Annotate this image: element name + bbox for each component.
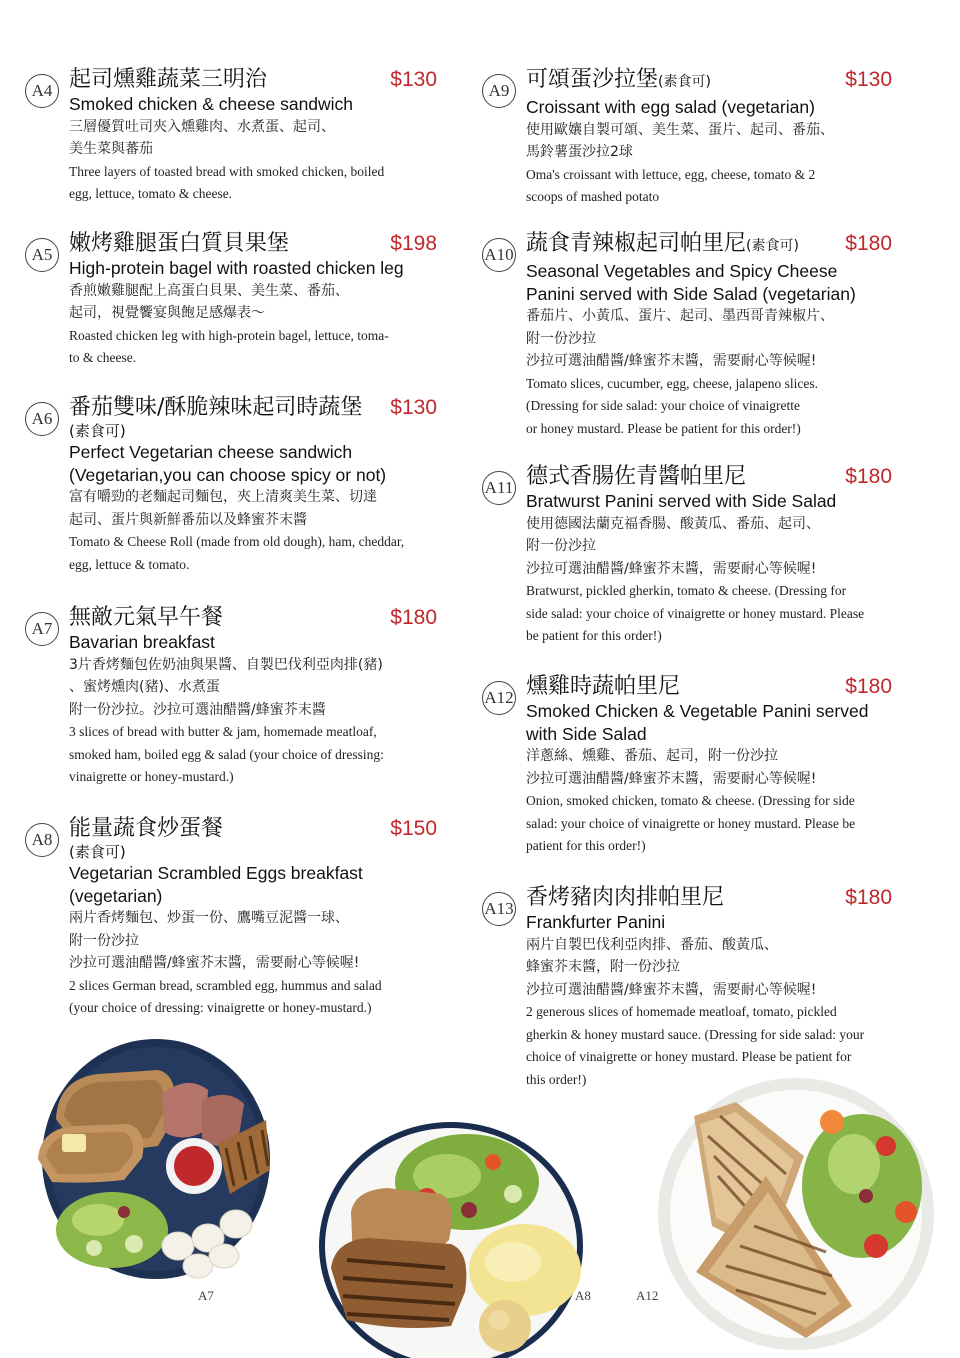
item-desc-en: to & cheese. (69, 350, 137, 365)
item-name-zh: 嫩烤雞腿蛋白質貝果堡 (69, 231, 290, 256)
item-name-zh: 燻雞時蔬帕里尼 (526, 674, 681, 699)
item-price: $180 (845, 886, 892, 909)
item-name-zh: 能量蔬食炒蛋餐 (69, 816, 224, 841)
item-name-zh: 香烤豬肉肉排帕里尼 (526, 885, 725, 910)
item-desc-en: Tomato & Cheese Roll (made from old dough), ham, cheddar, (69, 534, 405, 549)
item-price: $180 (845, 232, 892, 255)
item-price: $180 (390, 606, 437, 629)
item-desc-en: (Dressing for side salad: your choice of vinaigrette (526, 398, 801, 413)
item-code-badge: A8 (25, 823, 59, 857)
item-code-badge: A9 (482, 74, 516, 108)
item-name-en: Perfect Vegetarian cheese sandwich (69, 442, 353, 462)
item-name-en: Smoked Chicken & Vegetable Panini served (526, 701, 869, 721)
item-name-zh-sub: (素食可) (746, 238, 799, 254)
item-desc-en: this order!) (526, 1071, 587, 1087)
menu-item-a9 (488, 66, 892, 209)
item-name-zh: 起司燻雞蔬菜三明治 (69, 67, 268, 92)
item-price: $198 (390, 232, 437, 255)
menu-item-a10 (484, 230, 892, 440)
item-desc-zh: 兩片香烤麵包、炒蛋一份、鷹嘴豆泥醬一球、 (69, 910, 349, 926)
item-code-badge: A12 (482, 681, 516, 715)
item-desc-en: Bratwurst, pickled gherkin, tomato & cheese. (Dressing for (526, 583, 847, 598)
a8-plate-photo (317, 1120, 585, 1358)
item-desc-en: scoops of mashed potato (526, 189, 660, 204)
item-name-zh: 可頌蛋沙拉堡 (526, 67, 659, 92)
item-desc-en: gherkin & honey mustard sauce. (Dressing for side salad: your (526, 1026, 865, 1042)
item-price: $180 (845, 465, 892, 488)
item-name-zh: 無敵元氣早午餐 (69, 605, 224, 630)
item-desc-zh: 沙拉可選油醋醬/蜂蜜芥末醬，需要耐心等候喔! (526, 981, 817, 998)
item-desc-en: 2 slices German bread, scrambled egg, hummus and salad (69, 977, 382, 993)
photo-caption-a12: A12 (636, 1288, 659, 1303)
item-name-en: (vegetarian) (69, 885, 163, 906)
item-code-badge: A7 (25, 612, 59, 646)
item-price: $130 (845, 68, 892, 91)
item-desc-zh: 沙拉可選油醋醬/蜂蜜芥末醬，需要耐心等候喔! (526, 353, 817, 369)
item-name-zh-sub: (素食可) (69, 843, 126, 861)
item-desc-zh: 、蜜烤燻肉(豬)、水煮蛋 (69, 679, 220, 695)
item-name-zh: 德式香腸佐青醬帕里尼 (526, 464, 747, 489)
item-desc-en: salad: your choice of vinaigrette or honey mustard. Please be (526, 815, 856, 831)
menu-item-a4 (31, 66, 437, 206)
item-desc-zh: 馬鈴薯蛋沙拉2球 (526, 144, 633, 160)
item-desc-zh: 3片香烤麵包佐奶油與果醬、自製巴伐利亞肉排(豬) (69, 656, 383, 673)
item-code-badge: A6 (25, 402, 59, 436)
item-name-zh-sub: (素食可) (658, 74, 711, 90)
menu-item-a12 (484, 673, 892, 858)
item-name-en: Smoked chicken & cheese sandwich (69, 94, 354, 114)
item-name-en: Vegetarian Scrambled Eggs breakfast (69, 863, 363, 883)
item-desc-zh: 番茄片、小黃瓜、蛋片、起司、墨西哥青辣椒片、 (526, 308, 834, 324)
photo-caption-a7: A7 (198, 1288, 214, 1303)
item-desc-en: egg, lettuce, tomato & cheese. (69, 186, 233, 201)
item-desc-en: patient for this order!) (526, 838, 646, 853)
item-name-en: (Vegetarian,you can choose spicy or not) (69, 464, 387, 485)
item-name-en: with Side Salad (526, 723, 647, 744)
item-price: $180 (845, 675, 892, 698)
item-price: $130 (390, 396, 437, 419)
item-code-badge: A13 (482, 892, 516, 926)
item-desc-zh: 起司，視覺饗宴與飽足感爆表～ (69, 305, 265, 321)
item-desc-en: side salad: your choice of vinaigrette or honey mustard. Please (526, 605, 865, 621)
item-desc-en: vinaigrette or honey-mustard.) (69, 769, 234, 784)
item-desc-en: Three layers of toasted bread with smoked chicken, boiled (69, 163, 385, 179)
item-desc-zh: 沙拉可選油醋醬/蜂蜜芥末醬，需要耐心等候喔! (526, 560, 817, 577)
item-desc-en: Oma's croissant with lettuce, egg, cheese, tomato & 2 (526, 166, 816, 182)
item-desc-zh: 富有嚼勁的老麵起司麵包，夾上清爽美生菜、切達 (69, 489, 377, 505)
item-desc-en: smoked ham, boiled egg & salad (your choice of dressing: (69, 746, 384, 762)
photo-caption-a8: A8 (575, 1288, 591, 1303)
item-desc-zh: 三層優質吐司夾入燻雞肉、水煮蛋、起司、 (69, 118, 335, 135)
item-desc-en: 3 slices of bread with butter & jam, homemade meatloaf, (69, 724, 377, 739)
a7-plate-photo (38, 1034, 274, 1284)
item-name-en: Bavarian breakfast (69, 632, 215, 652)
item-desc-en: (your choice of dressing: vinaigrette or honey-mustard.) (69, 1000, 372, 1015)
item-desc-zh: 蜂蜜芥末醬，附一份沙拉 (526, 959, 680, 975)
item-code-badge: A5 (25, 238, 59, 272)
item-code-badge: A4 (25, 74, 59, 108)
item-name-zh: 蔬食青辣椒起司帕里尼 (526, 231, 747, 256)
item-name-en: High-protein bagel with roasted chicken leg (69, 258, 404, 278)
item-name-en: Seasonal Vegetables and Spicy Cheese (526, 261, 838, 281)
item-price: $150 (390, 817, 437, 840)
item-desc-zh: 起司、蛋片與新鮮番茄以及蜂蜜芥末醬 (69, 511, 307, 528)
item-code-badge: A10 (482, 238, 516, 272)
item-desc-en: Roasted chicken leg with high-protein bagel, lettuce, toma- (69, 327, 389, 343)
item-desc-zh: 沙拉可選油醋醬/蜂蜜芥末醬，需要耐心等候喔! (526, 770, 817, 787)
item-desc-zh: 附一份沙拉 (69, 932, 139, 949)
item-name-en: Croissant with egg salad (vegetarian) (526, 97, 815, 117)
item-name-en: Bratwurst Panini served with Side Salad (526, 491, 837, 511)
item-name-en: Frankfurter Panini (526, 912, 666, 932)
item-desc-zh: 兩片自製巴伐利亞肉排、番茄、酸黃瓜、 (526, 936, 778, 953)
item-desc-zh: 附一份沙拉 (526, 330, 596, 347)
item-desc-zh: 使用德國法蘭克福香腸、酸黃瓜、番茄、起司、 (526, 515, 820, 532)
item-desc-zh: 附一份沙拉 (526, 538, 596, 554)
menu-item-a7 (31, 604, 437, 789)
item-desc-en: choice of vinaigrette or honey mustard. Please be patient for (526, 1049, 852, 1064)
item-name-zh: 番茄雙味/酥脆辣味起司時蔬堡 (69, 395, 363, 420)
item-desc-zh: 使用歐孃自製可頌、美生菜、蛋片、起司、番茄、 (526, 121, 834, 138)
item-desc-en: or honey mustard. Please be patient for this order!) (526, 420, 801, 436)
menu-item-a6 (31, 394, 437, 576)
item-desc-zh: 香煎嫩雞腿配上高蛋白貝果、美生菜、番茄、 (69, 282, 349, 299)
item-name-en: Panini served with Side Salad (vegetarian) (526, 283, 856, 304)
menu-item-a8 (31, 815, 437, 1020)
item-code-badge: A11 (482, 471, 516, 505)
item-desc-en: Tomato slices, cucumber, egg, cheese, jalapeno slices. (526, 375, 819, 391)
item-desc-en: Onion, smoked chicken, tomato & cheese. (Dressing for side (526, 793, 855, 808)
menu-item-a13 (484, 884, 892, 1091)
item-desc-en: be patient for this order!) (526, 628, 662, 643)
item-desc-en: egg, lettuce & tomato. (69, 556, 190, 572)
item-desc-zh: 附一份沙拉。沙拉可選油醋醬/蜂蜜芥末醬 (69, 701, 326, 718)
item-price: $130 (390, 68, 437, 91)
menu-item-a11 (484, 463, 892, 648)
a12-plate-photo (656, 1076, 938, 1358)
item-desc-zh: 沙拉可選油醋醬/蜂蜜芥末醬，需要耐心等候喔! (69, 955, 360, 971)
menu-item-a5 (31, 230, 437, 370)
item-desc-zh: 美生菜與蕃茄 (69, 141, 153, 157)
item-desc-en: 2 generous slices of homemade meatloaf, tomato, pickled (526, 1004, 837, 1019)
item-name-zh-sub: (素食可) (69, 422, 126, 440)
item-desc-zh: 洋蔥絲、燻雞、番茄、起司，附一份沙拉 (526, 748, 778, 764)
